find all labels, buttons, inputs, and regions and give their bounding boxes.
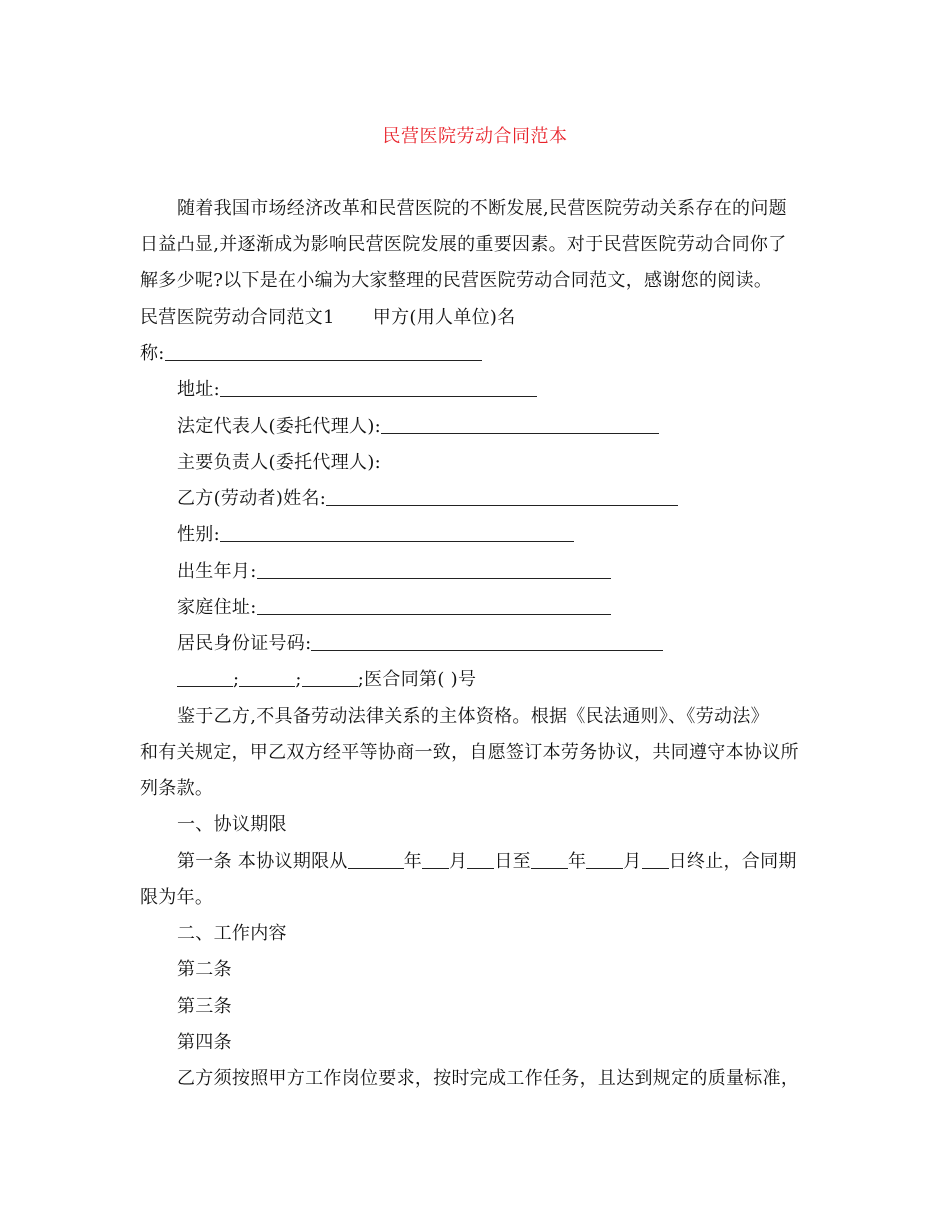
article-1-month2: 月: [623, 851, 642, 872]
party-b-name-blank: [326, 487, 678, 506]
home-address-line: [177, 596, 611, 620]
main-person-label: 主要负责人(委托代理人):: [177, 452, 382, 473]
last-paragraph-line: 乙方须按照甲方工作岗位要求，按时完成工作任务，且达到规定的质量标准，: [177, 1068, 800, 1089]
article-1-year2: 年: [567, 851, 587, 872]
contract-number-line: [177, 668, 476, 692]
id-number-line: [177, 632, 663, 656]
section-2-heading: 二、工作内容: [177, 923, 287, 944]
intro-line-2: 日益凸显,并逐渐成为影响民营医院发展的重要因素。对于民营医院劳动合同你了: [140, 234, 787, 255]
article-4: 第四条: [177, 1032, 232, 1053]
basis-line-1: 鉴于乙方,不具备劳动法律关系的主体资格。根据《民法通则》、《劳动法》: [177, 706, 769, 727]
id-number-label: 居民身份证号码:: [177, 633, 312, 654]
birth-label: 出生年月:: [177, 561, 257, 582]
contract-no-sep-2: ;: [295, 669, 302, 690]
article-1-lead: 第一条 本协议期限从: [177, 851, 348, 872]
address-blank: [220, 378, 537, 397]
main-person-line: [177, 451, 381, 475]
gender-line: [177, 523, 574, 547]
legal-rep-blank: [381, 415, 659, 434]
section-heading: 民营医院劳动合同范文1: [140, 307, 335, 328]
address-label: 地址:: [177, 379, 220, 400]
end-year-blank: [531, 850, 568, 869]
contract-no-sep-1: ;: [233, 669, 240, 690]
contract-no-blank-1: [177, 668, 233, 687]
address-line: [177, 378, 537, 402]
section-heading-line: [140, 306, 516, 330]
basis-line-3: 列条款。: [140, 778, 214, 799]
contract-no-blank-2: [239, 668, 295, 687]
article-1-month1: 月: [449, 851, 468, 872]
section-1-heading: 一、协议期限: [177, 814, 287, 835]
party-a-name-blank: [165, 342, 482, 361]
intro-line-3: 解多少呢?以下是在小编为大家整理的民营医院劳动合同范文，感谢您的阅读。: [140, 270, 773, 291]
start-day-blank: [467, 850, 494, 869]
gender-blank: [220, 523, 574, 542]
article-1-line: [177, 850, 797, 874]
contract-no-suffix: ;医合同第( )号: [357, 669, 477, 690]
start-month-blank: [422, 850, 449, 869]
party-b-name-label: 乙方(劳动者)姓名:: [177, 488, 327, 509]
birth-line: [177, 560, 611, 584]
legal-rep-label: 法定代表人(委托代理人):: [177, 416, 382, 437]
article-1-day-to: 日至: [494, 851, 531, 872]
article-1-year1: 年: [403, 851, 423, 872]
start-year-blank: [348, 850, 404, 869]
birth-blank: [257, 560, 611, 579]
intro-line-1: 随着我国市场经济改革和民营医院的不断发展,民营医院劳动关系存在的问题: [177, 198, 787, 219]
document-title: 民营医院劳动合同范本: [382, 126, 568, 147]
party-a-prefix: 甲方(用人单位)名: [372, 307, 516, 328]
id-number-blank: [311, 632, 663, 651]
home-address-label: 家庭住址:: [177, 597, 257, 618]
article-2: 第二条: [177, 959, 232, 980]
article-3: 第三条: [177, 996, 232, 1017]
party-a-name-label: 称:: [140, 343, 165, 364]
basis-line-2: 和有关规定，甲乙双方经平等协商一致，自愿签订本劳务协议，共同遵守本协议所: [140, 742, 799, 763]
party-a-name-line: [140, 342, 482, 366]
party-b-name-line: [177, 487, 678, 511]
home-address-blank: [257, 596, 611, 615]
gender-label: 性别:: [177, 524, 220, 545]
end-month-blank: [586, 850, 623, 869]
article-1-end: 日终止，合同期: [668, 851, 797, 872]
end-day-blank: [642, 850, 669, 869]
legal-rep-line: [177, 415, 659, 439]
contract-no-blank-3: [302, 668, 358, 687]
article-1-line-2: 限为年。: [140, 887, 214, 908]
